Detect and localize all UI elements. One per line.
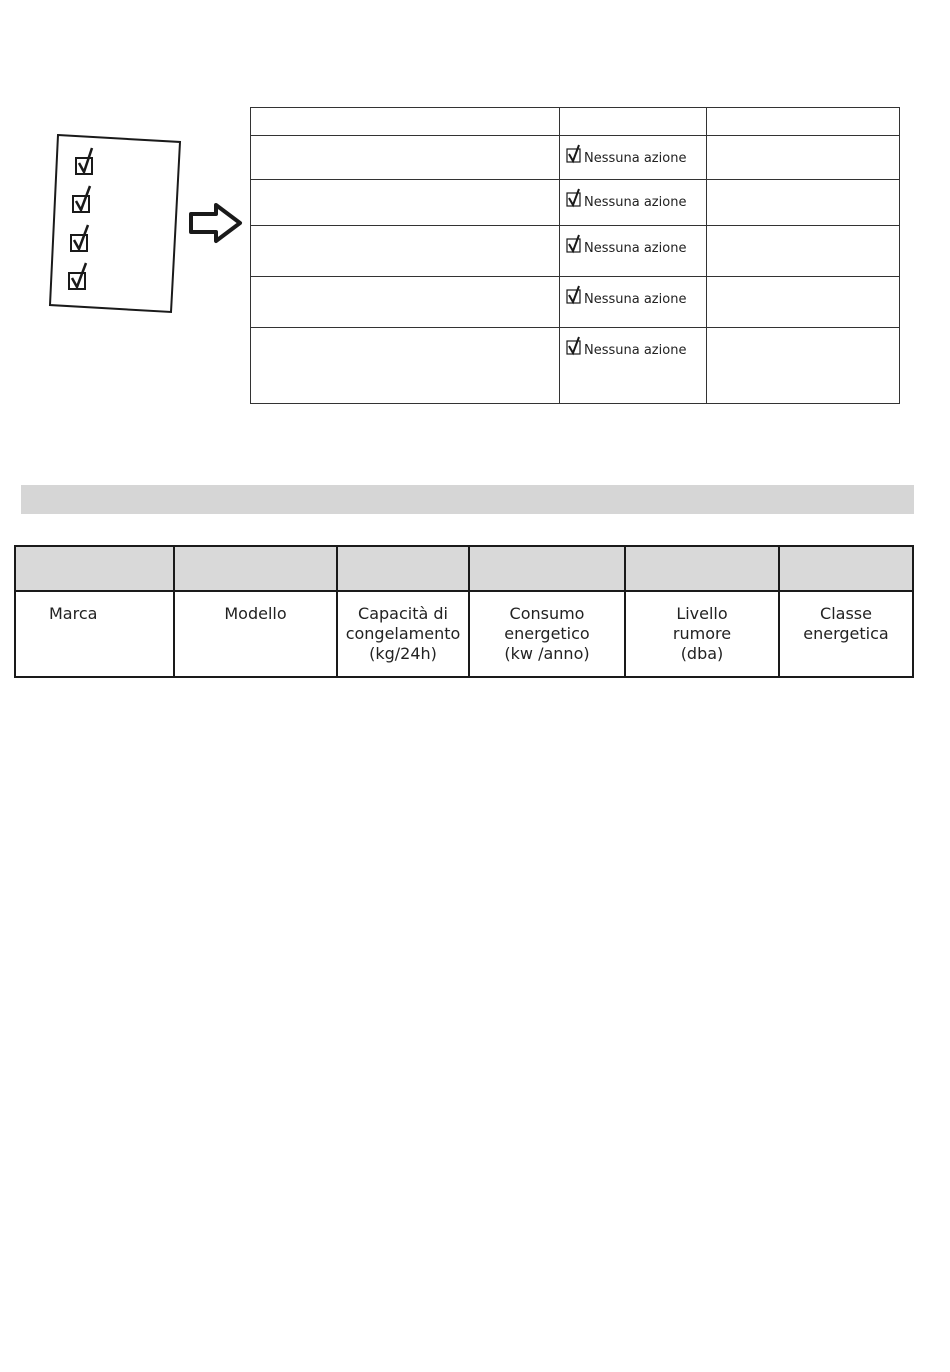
energy-consumption-label: Consumo energetico (kw /anno) xyxy=(504,604,590,663)
description-cell xyxy=(251,180,560,226)
noise-level-cell xyxy=(625,591,779,677)
notes-cell xyxy=(707,136,900,180)
specs-table xyxy=(14,545,914,678)
noise-level-label: Livello rumore (dba) xyxy=(672,604,732,663)
table-row xyxy=(251,136,900,180)
description-cell xyxy=(251,136,560,180)
table-header-row xyxy=(251,108,900,136)
notes-cell xyxy=(707,328,900,404)
action-label: Nessuna azione xyxy=(584,151,687,166)
brand-label: Marca xyxy=(49,604,98,623)
brand-cell xyxy=(15,591,174,677)
table-row xyxy=(251,277,900,328)
action-label: Nessuna azione xyxy=(584,241,687,256)
action-cell xyxy=(560,180,707,226)
action-cell xyxy=(560,226,707,277)
energy-class-label: Classe energetica xyxy=(803,604,889,643)
specs-value-cell xyxy=(469,546,625,591)
specs-value-cell xyxy=(15,546,174,591)
notes-cell xyxy=(707,180,900,226)
checkmark-icon xyxy=(566,336,582,356)
header-cell xyxy=(707,108,900,136)
specs-value-cell xyxy=(337,546,469,591)
notes-cell xyxy=(707,226,900,277)
action-label: Nessuna azione xyxy=(584,343,687,358)
description-cell xyxy=(251,226,560,277)
model-cell xyxy=(174,591,337,677)
action-table xyxy=(250,107,900,404)
freezing-capacity-cell xyxy=(337,591,469,677)
specs-label-row xyxy=(15,591,913,677)
action-label: Nessuna azione xyxy=(584,195,687,210)
table-row xyxy=(251,328,900,404)
specs-value-cell xyxy=(625,546,779,591)
energy-class-cell xyxy=(779,591,913,677)
checkmark-icon xyxy=(566,285,582,305)
table-row xyxy=(251,226,900,277)
header-cell xyxy=(251,108,560,136)
section-header-bar xyxy=(21,485,914,514)
freezing-capacity-label: Capacità di congelamento (kg/24h) xyxy=(345,604,461,663)
action-cell xyxy=(560,277,707,328)
checkmark-icon xyxy=(566,144,582,164)
model-label: Modello xyxy=(224,604,287,623)
description-cell xyxy=(251,328,560,404)
specs-value-cell xyxy=(779,546,913,591)
table-row xyxy=(251,180,900,226)
description-cell xyxy=(251,277,560,328)
action-label: Nessuna azione xyxy=(584,292,687,307)
specs-value-cell xyxy=(174,546,337,591)
action-cell xyxy=(560,328,707,404)
action-cell xyxy=(560,136,707,180)
notes-cell xyxy=(707,277,900,328)
checkmark-icon xyxy=(566,234,582,254)
header-cell xyxy=(560,108,707,136)
checklist-illustration xyxy=(40,128,250,328)
specs-header-row xyxy=(15,546,913,591)
energy-consumption-cell xyxy=(469,591,625,677)
arrow-right-icon xyxy=(191,205,240,241)
checkmark-icon xyxy=(566,188,582,208)
